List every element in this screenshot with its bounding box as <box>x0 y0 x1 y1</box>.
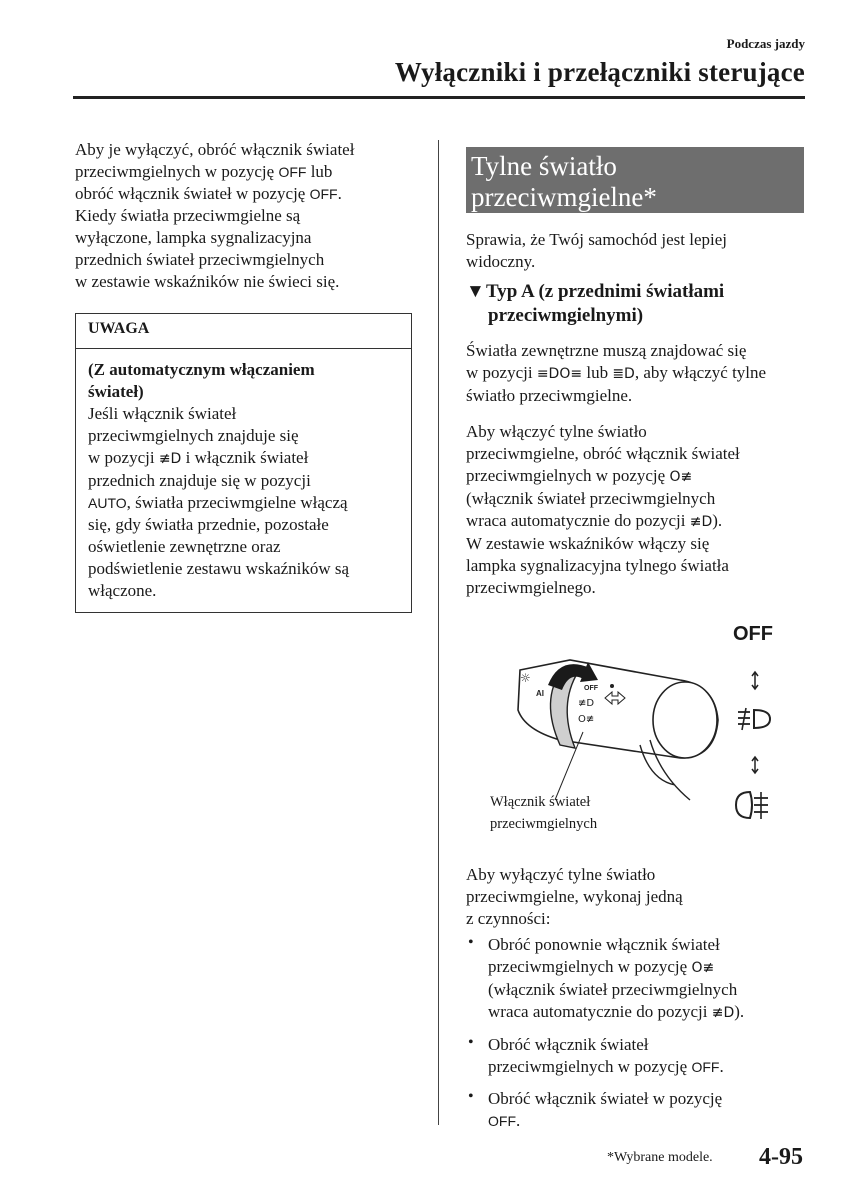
text-run: przeciwmgielne, wykonaj jedną <box>466 887 683 906</box>
bullet-dot-icon: • <box>468 934 474 951</box>
text-line <box>488 1056 806 1078</box>
text-line <box>466 488 806 510</box>
text-line <box>88 470 399 492</box>
text-line <box>466 443 806 465</box>
text-run: lub <box>306 162 333 181</box>
text-line <box>488 934 806 956</box>
text-run: , światła przeciwmgielne włączą <box>126 493 348 512</box>
intro-line: widoczny. <box>466 252 536 271</box>
text-line <box>466 908 806 930</box>
stalk-ai-text: AI <box>536 689 544 698</box>
text-line <box>466 864 806 886</box>
svg-text:O≢: O≢ <box>578 714 595 725</box>
text-run: W zestawie wskaźników włączy się <box>466 534 710 553</box>
text-line <box>466 421 806 443</box>
text-line <box>75 271 410 293</box>
text-line <box>88 536 399 558</box>
text-line <box>466 533 806 555</box>
note-box <box>75 313 412 613</box>
text-line <box>75 139 410 161</box>
paragraph-a <box>466 340 806 407</box>
text-run: i włącznik świateł <box>181 448 309 467</box>
text-run: oświetlenie zewnętrzne oraz <box>88 537 281 556</box>
text-run: w zestawie wskaźników nie świeci się. <box>75 272 340 291</box>
text-line <box>466 385 806 407</box>
text-line <box>488 1034 806 1056</box>
text-line <box>75 161 410 183</box>
intro-paragraph <box>466 229 806 273</box>
svg-text:☼: ☼ <box>520 671 531 685</box>
text-run: Obróć włącznik świateł <box>488 1035 649 1054</box>
text-run: (włącznik świateł przeciwmgielnych <box>488 980 738 999</box>
text-run: Obróć ponownie włącznik świateł <box>488 935 720 954</box>
light-position-icon: ≢D <box>158 451 182 467</box>
text-run: obróć włącznik świateł w pozycję <box>75 184 310 203</box>
text-run: Obróć włącznik świateł w pozycję <box>488 1089 723 1108</box>
note-subheading <box>88 359 399 403</box>
note-subheading-line: (Z automatycznym włączaniem <box>88 360 315 379</box>
text-line <box>488 1088 806 1110</box>
text-line <box>466 510 806 533</box>
text-run: się, gdy światła przednie, pozostałe <box>88 515 329 534</box>
bullet-dot-icon: • <box>468 1088 474 1105</box>
text-run: Aby je wyłączyć, obróć włącznik świateł <box>75 140 355 159</box>
text-line <box>466 362 806 385</box>
bullet-item <box>466 1088 806 1132</box>
text-line <box>88 447 399 470</box>
text-line <box>75 183 410 205</box>
left-paragraph <box>75 139 410 293</box>
text-run: wyłączone, lampka sygnalizacyjna <box>75 228 312 247</box>
text-run: przeciwmgielnych w pozycję <box>488 957 692 976</box>
svg-text:≢D: ≢D <box>578 698 595 709</box>
text-line <box>88 580 399 602</box>
bullet-item <box>466 1034 806 1078</box>
text-run: przeciwmgielnych w pozycję <box>466 466 670 485</box>
text-run: , aby włączyć tylne <box>634 363 767 382</box>
figure-caption-line: Włącznik świateł <box>490 794 591 810</box>
text-run: przeciwmgielnych znajduje się <box>88 426 299 445</box>
text-run: . <box>337 184 342 203</box>
text-run: Światła zewnętrzne muszą znajdować się <box>466 341 747 360</box>
text-run: w pozycji <box>466 363 537 382</box>
position-keyword: OFF <box>278 164 307 180</box>
text-run: . <box>719 1057 724 1076</box>
section-tag: Podczas jazdy <box>726 36 805 51</box>
section-banner <box>466 147 804 213</box>
section-banner-line: przeciwmgielne* <box>471 182 657 212</box>
text-line <box>488 1001 806 1024</box>
page-number: 4-95 <box>759 1144 803 1170</box>
note-subheading-line: świateł) <box>88 382 144 401</box>
text-line <box>75 227 410 249</box>
bullet-item <box>466 934 806 1024</box>
text-run: przeciwmgielnych w pozycję <box>488 1057 692 1076</box>
text-line <box>488 956 806 979</box>
light-position-icon: ≣D <box>612 366 635 382</box>
text-run: Aby włączyć tylne światło <box>466 422 647 441</box>
page-title: Wyłączniki i przełączniki sterujące <box>394 57 805 87</box>
bullet-list <box>466 934 806 1142</box>
light-position-icon: ≢D <box>711 1005 735 1021</box>
text-line <box>466 340 806 362</box>
text-run: wraca automatycznie do pozycji <box>466 511 690 530</box>
text-run: Jeśli włącznik świateł <box>88 404 237 423</box>
text-line <box>466 465 806 488</box>
text-run: światło przeciwmgielne. <box>466 386 633 405</box>
text-run: . <box>516 1111 521 1130</box>
type-heading <box>466 280 806 328</box>
text-line <box>75 249 410 271</box>
intro-line: Sprawia, że Twój samochód jest lepiej <box>466 230 727 249</box>
paragraph-b <box>466 421 806 599</box>
text-line <box>75 205 410 227</box>
text-run: Kiedy światła przeciwmgielne są <box>75 206 301 225</box>
type-heading-line: przeciwmgielnymi) <box>488 305 644 326</box>
light-position-icon: O≢ <box>669 469 693 485</box>
note-body <box>76 349 411 602</box>
text-run: przeciwmgielne, obróć włącznik świateł <box>466 444 740 463</box>
section-banner-line: Tylne światło <box>471 151 617 181</box>
text-line <box>466 886 806 908</box>
position-keyword: OFF <box>691 1059 720 1075</box>
type-heading-line: Typ A (z przednimi światłami <box>486 281 725 302</box>
footnote: *Wybrane modele. <box>607 1150 713 1165</box>
text-line <box>88 425 399 447</box>
text-run: podświetlenie zestawu wskaźników są <box>88 559 350 578</box>
text-line <box>466 555 806 577</box>
text-run: ). <box>734 1002 745 1021</box>
position-indicators <box>736 672 770 819</box>
off-label: OFF <box>733 623 773 645</box>
text-run: lub <box>582 363 613 382</box>
text-line <box>88 558 399 580</box>
text-run: ). <box>712 511 723 530</box>
triangle-marker-icon: ▼ <box>466 281 485 302</box>
text-run: przeciwmgielnego. <box>466 578 596 597</box>
text-line <box>88 514 399 536</box>
column-divider <box>438 140 439 1125</box>
note-heading: UWAGA <box>76 314 411 349</box>
bullet-dot-icon: • <box>468 1034 474 1051</box>
note-text <box>88 403 399 602</box>
figure-caption <box>490 791 597 835</box>
text-line <box>488 979 806 1001</box>
text-run: przeciwmgielnych w pozycję <box>75 162 279 181</box>
text-run: przednich świateł przeciwmgielnych <box>75 250 325 269</box>
position-keyword: AUTO <box>88 495 127 511</box>
paragraph-c <box>466 864 806 930</box>
figure-caption-line: przeciwmgielnych <box>490 816 598 832</box>
text-line <box>488 1110 806 1132</box>
position-keyword: OFF <box>488 1113 516 1129</box>
light-position-icon: O≢ <box>691 960 715 976</box>
light-position-icon: ≢D <box>689 514 713 530</box>
text-line <box>88 492 399 514</box>
text-run: Aby wyłączyć tylne światło <box>466 865 656 884</box>
text-run: przednich znajduje się w pozycji <box>88 471 311 490</box>
text-line <box>466 577 806 599</box>
stalk-off-text: OFF <box>584 685 598 692</box>
light-position-icon: ≡DO≡ <box>536 366 583 382</box>
position-keyword: OFF <box>309 186 338 202</box>
text-line <box>88 403 399 425</box>
text-run: (włącznik świateł przeciwmgielnych <box>466 489 716 508</box>
text-run: z czynności: <box>466 909 551 928</box>
stalk-illustration <box>518 660 718 800</box>
text-run: włączone. <box>88 581 157 600</box>
text-run: w pozycji <box>88 448 159 467</box>
title-rule <box>73 96 805 99</box>
text-run: lampka sygnalizacyjna tylnego światła <box>466 556 729 575</box>
text-run: wraca automatycznie do pozycji <box>488 1002 712 1021</box>
